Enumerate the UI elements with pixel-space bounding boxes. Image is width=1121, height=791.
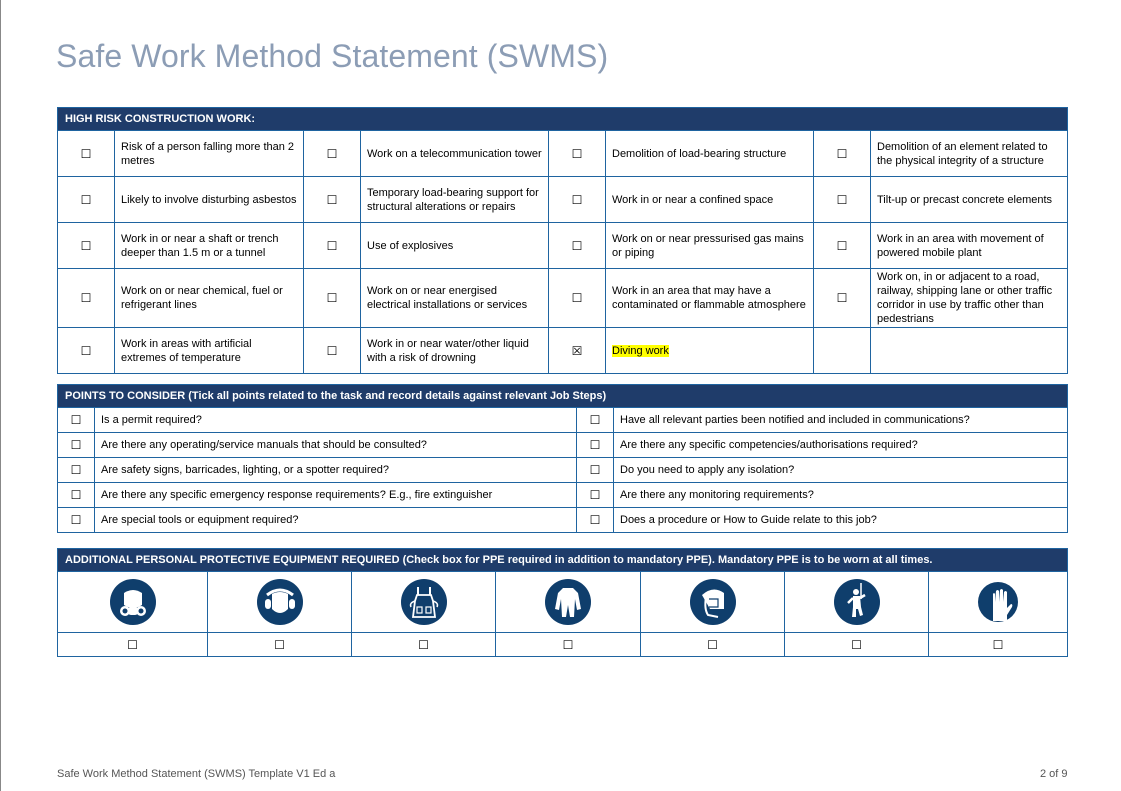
list-item: Work on a telecommunication tower	[361, 131, 549, 177]
ppe-icons-row	[58, 572, 1068, 633]
checkbox[interactable]: ☐	[58, 223, 115, 269]
list-item: Does a procedure or How to Guide relate to this job?	[614, 508, 1068, 533]
empty-cell	[871, 328, 1068, 374]
list-item: Are there any monitoring requirements?	[614, 483, 1068, 508]
table-row	[58, 223, 1068, 269]
ppe-table	[57, 548, 1068, 657]
ppe-cell	[496, 572, 641, 633]
ppe-cell	[785, 572, 929, 633]
checkbox-safety-harness[interactable]: ☐	[785, 633, 929, 657]
apron-icon	[401, 579, 447, 625]
list-item: Work on or near chemical, fuel or refrigerant lines	[115, 269, 304, 328]
list-item: Temporary load-bearing support for structural alterations or repairs	[361, 177, 549, 223]
face-shield-icon	[690, 579, 736, 625]
list-item: Work on or near energised electrical installations or services	[361, 269, 549, 328]
checkbox[interactable]: ☐	[58, 408, 95, 433]
page-left-edge	[0, 0, 1, 791]
table-row	[58, 483, 1068, 508]
table-row	[58, 433, 1068, 458]
list-item: Have all relevant parties been notified and included in communications?	[614, 408, 1068, 433]
checkbox[interactable]: ☐	[577, 408, 614, 433]
checkbox-respirator[interactable]: ☐	[58, 633, 208, 657]
checkbox[interactable]: ☐	[304, 328, 361, 374]
checkbox[interactable]: ☐	[577, 458, 614, 483]
checkbox[interactable]: ☐	[549, 177, 606, 223]
checkbox[interactable]: ☐	[549, 269, 606, 328]
list-item: Work in or near a confined space	[606, 177, 814, 223]
table-row	[58, 408, 1068, 433]
checkbox[interactable]: ☐	[549, 131, 606, 177]
list-item: Are there any operating/service manuals that should be consulted?	[95, 433, 577, 458]
checkbox-hearing-protection[interactable]: ☐	[208, 633, 352, 657]
list-item: Do you need to apply any isolation?	[614, 458, 1068, 483]
list-item: Work in or near a shaft or trench deeper than 1.5 m or a tunnel	[115, 223, 304, 269]
checkbox[interactable]: ☐	[814, 269, 871, 328]
checkbox[interactable]: ☐	[814, 223, 871, 269]
list-item: Are safety signs, barricades, lighting, or a spotter required?	[95, 458, 577, 483]
checkbox[interactable]: ☐	[577, 433, 614, 458]
list-item: Work in an area that may have a contaminated or flammable atmosphere	[606, 269, 814, 328]
highlighted-text: Diving work	[612, 344, 669, 357]
table-row	[58, 508, 1068, 533]
list-item: Risk of a person falling more than 2 metres	[115, 131, 304, 177]
table-row	[58, 458, 1068, 483]
checkbox[interactable]: ☐	[304, 223, 361, 269]
respirator-icon	[110, 579, 156, 625]
checkbox[interactable]: ☐	[58, 177, 115, 223]
coverall-icon	[545, 579, 591, 625]
high-risk-header: HIGH RISK CONSTRUCTION WORK:	[58, 108, 1068, 131]
checkbox-coverall[interactable]: ☐	[496, 633, 641, 657]
list-item: Are there any specific emergency response requirements? E.g., fire extinguisher	[95, 483, 577, 508]
checkbox[interactable]: ☐	[58, 131, 115, 177]
checkbox[interactable]: ☐	[577, 508, 614, 533]
checkbox[interactable]: ☐	[814, 131, 871, 177]
points-header: POINTS TO CONSIDER (Tick all points related to the task and record details against relevant Job Steps)	[58, 385, 1068, 408]
table-row	[58, 131, 1068, 177]
checkbox-gloves[interactable]: ☐	[929, 633, 1068, 657]
checkbox[interactable]: ☐	[549, 223, 606, 269]
ppe-cell	[58, 572, 208, 633]
list-item: Likely to involve disturbing asbestos	[115, 177, 304, 223]
gloves-icon	[978, 582, 1018, 622]
ppe-cell	[641, 572, 785, 633]
ppe-cell	[929, 572, 1068, 633]
empty-cell	[814, 328, 871, 374]
list-item: Work on or near pressurised gas mains or piping	[606, 223, 814, 269]
checkbox-checked[interactable]: ☒	[549, 328, 606, 374]
ppe-cell	[352, 572, 496, 633]
table-row	[58, 328, 1068, 374]
checkbox[interactable]: ☐	[58, 508, 95, 533]
list-item: Work in areas with artificial extremes of temperature	[115, 328, 304, 374]
list-item-diving-work	[606, 328, 814, 374]
list-item: Demolition of an element related to the physical integrity of a structure	[871, 131, 1068, 177]
list-item: Use of explosives	[361, 223, 549, 269]
checkbox[interactable]: ☐	[58, 433, 95, 458]
checkbox[interactable]: ☐	[58, 269, 115, 328]
list-item: Demolition of load-bearing structure	[606, 131, 814, 177]
checkbox[interactable]: ☐	[58, 458, 95, 483]
checkbox[interactable]: ☐	[304, 269, 361, 328]
ppe-checkbox-row	[58, 633, 1068, 657]
checkbox[interactable]: ☐	[577, 483, 614, 508]
checkbox[interactable]: ☐	[58, 483, 95, 508]
points-to-consider-table	[57, 384, 1068, 533]
list-item: Are there any specific competencies/authorisations required?	[614, 433, 1068, 458]
footer-page-number: 2 of 9	[1040, 768, 1068, 780]
list-item: Is a permit required?	[95, 408, 577, 433]
list-item: Work in an area with movement of powered mobile plant	[871, 223, 1068, 269]
ppe-cell	[208, 572, 352, 633]
list-item: Work in or near water/other liquid with a risk of drowning	[361, 328, 549, 374]
footer-document-name: Safe Work Method Statement (SWMS) Template V1 Ed a	[57, 768, 336, 780]
checkbox[interactable]: ☐	[304, 131, 361, 177]
hearing-protection-icon	[257, 579, 303, 625]
list-item: Are special tools or equipment required?	[95, 508, 577, 533]
checkbox[interactable]: ☐	[58, 328, 115, 374]
page-title: Safe Work Method Statement (SWMS)	[56, 38, 609, 74]
table-row	[58, 177, 1068, 223]
ppe-header: ADDITIONAL PERSONAL PROTECTIVE EQUIPMENT REQUIRED (Check box for PPE required in addition to mandatory PPE). Mandatory PPE is to be worn at all times.	[58, 549, 1068, 572]
checkbox-apron[interactable]: ☐	[352, 633, 496, 657]
checkbox[interactable]: ☐	[814, 177, 871, 223]
safety-harness-icon	[834, 579, 880, 625]
checkbox[interactable]: ☐	[304, 177, 361, 223]
table-row	[58, 269, 1068, 328]
checkbox-face-shield[interactable]: ☐	[641, 633, 785, 657]
high-risk-work-table	[57, 107, 1068, 374]
list-item: Work on, in or adjacent to a road, railway, shipping lane or other traffic corridor in use by traffic other than pedestrians	[871, 269, 1068, 328]
list-item: Tilt-up or precast concrete elements	[871, 177, 1068, 223]
